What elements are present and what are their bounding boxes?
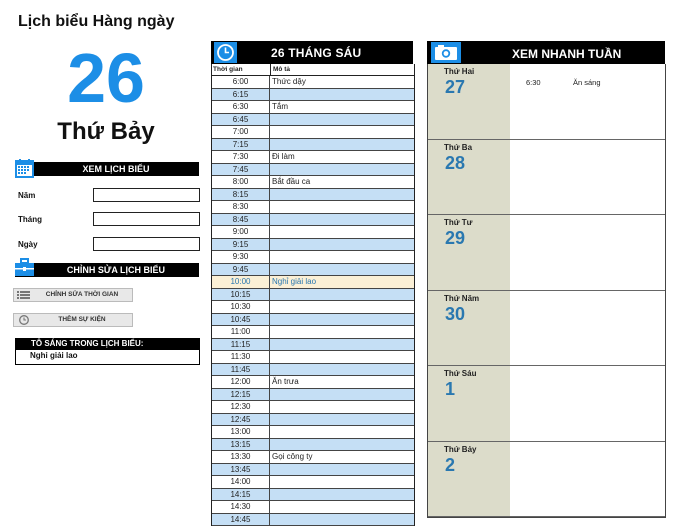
schedule-description[interactable] bbox=[270, 489, 414, 501]
schedule-description[interactable] bbox=[270, 189, 414, 201]
schedule-row[interactable] bbox=[212, 364, 414, 377]
schedule-row[interactable] bbox=[212, 451, 414, 464]
schedule-row[interactable] bbox=[212, 489, 414, 502]
edit-time-button[interactable] bbox=[13, 288, 133, 302]
schedule-description[interactable] bbox=[270, 326, 414, 338]
schedule-row[interactable] bbox=[212, 164, 414, 177]
schedule-row[interactable] bbox=[212, 214, 414, 227]
schedule-row[interactable] bbox=[212, 439, 414, 452]
schedule-time: 14:30 bbox=[212, 501, 270, 513]
schedule-time: 7:15 bbox=[212, 139, 270, 151]
week-day-label-cell bbox=[428, 291, 510, 366]
schedule-row[interactable] bbox=[212, 139, 414, 152]
schedule-time: 10:15 bbox=[212, 289, 270, 301]
week-event-time: 6:30 bbox=[526, 78, 573, 87]
schedule-header bbox=[211, 41, 413, 64]
schedule-time: 12:30 bbox=[212, 401, 270, 413]
view-schedule-title: XEM LỊCH BIỂU bbox=[82, 164, 149, 174]
schedule-row[interactable] bbox=[212, 151, 414, 164]
schedule-row[interactable] bbox=[212, 176, 414, 189]
schedule-description[interactable] bbox=[270, 439, 414, 451]
schedule-row[interactable] bbox=[212, 314, 414, 327]
clock-icon bbox=[214, 42, 237, 63]
schedule-description[interactable]: Bắt đầu ca bbox=[270, 176, 414, 188]
schedule-description[interactable] bbox=[270, 351, 414, 363]
day-label: Ngày bbox=[18, 240, 38, 249]
schedule-time: 9:15 bbox=[212, 239, 270, 251]
schedule-description[interactable] bbox=[270, 364, 414, 376]
schedule-time: 11:15 bbox=[212, 339, 270, 351]
schedule-row[interactable] bbox=[212, 389, 414, 402]
schedule-description[interactable] bbox=[270, 214, 414, 226]
schedule-description[interactable] bbox=[270, 401, 414, 413]
schedule-time: 10:45 bbox=[212, 314, 270, 326]
week-header bbox=[427, 41, 665, 64]
week-day-label-cell bbox=[428, 215, 510, 290]
calendar-icon bbox=[15, 159, 34, 178]
camera-icon bbox=[431, 42, 461, 63]
page-title: Lịch biểu Hàng ngày bbox=[18, 13, 174, 31]
week-day-label-cell bbox=[428, 366, 510, 441]
schedule-row[interactable] bbox=[212, 289, 414, 302]
year-field[interactable] bbox=[93, 188, 200, 202]
schedule-description[interactable]: Tắm bbox=[270, 101, 414, 113]
schedule-description[interactable] bbox=[270, 201, 414, 213]
schedule-description[interactable] bbox=[270, 251, 414, 263]
schedule-time: 12:45 bbox=[212, 414, 270, 426]
schedule-time: 14:45 bbox=[212, 514, 270, 526]
schedule-row[interactable] bbox=[212, 501, 414, 514]
week-event-description: Ăn sáng bbox=[573, 78, 601, 87]
schedule-time: 10:30 bbox=[212, 301, 270, 313]
edit-schedule-title: CHỈNH SỬA LỊCH BIỂU bbox=[67, 265, 165, 275]
schedule-description[interactable]: Ăn trưa bbox=[270, 376, 414, 388]
highlight-header bbox=[15, 338, 199, 350]
toolbox-icon bbox=[15, 258, 34, 277]
week-day-name: Thứ Tư bbox=[444, 218, 472, 227]
schedule-time: 13:45 bbox=[212, 464, 270, 476]
schedule-description[interactable] bbox=[270, 389, 414, 401]
time-column-header: Thời gian bbox=[212, 64, 271, 75]
schedule-date-title: 26 THÁNG SÁU bbox=[271, 46, 361, 60]
week-day-row[interactable] bbox=[428, 291, 665, 367]
view-schedule-header bbox=[15, 162, 199, 176]
clock-small-icon bbox=[17, 315, 31, 325]
week-day-row[interactable] bbox=[428, 442, 665, 518]
week-day-date: 30 bbox=[445, 304, 465, 325]
schedule-description[interactable] bbox=[270, 239, 414, 251]
schedule-row[interactable] bbox=[212, 376, 414, 389]
week-day-label-cell bbox=[428, 140, 510, 215]
schedule-row[interactable] bbox=[212, 301, 414, 314]
schedule-description[interactable] bbox=[270, 139, 414, 151]
schedule-row[interactable] bbox=[212, 101, 414, 114]
schedule-description[interactable] bbox=[270, 126, 414, 138]
week-day-name: Thứ Hai bbox=[444, 67, 474, 76]
schedule-description[interactable] bbox=[270, 339, 414, 351]
schedule-description[interactable] bbox=[270, 289, 414, 301]
schedule-row[interactable] bbox=[212, 251, 414, 264]
schedule-description[interactable] bbox=[270, 501, 414, 513]
week-day-row[interactable] bbox=[428, 64, 665, 140]
schedule-description[interactable] bbox=[270, 414, 414, 426]
week-day-date: 2 bbox=[445, 455, 455, 476]
schedule-row[interactable] bbox=[212, 114, 414, 127]
schedule-time: 8:45 bbox=[212, 214, 270, 226]
schedule-row[interactable] bbox=[212, 326, 414, 339]
schedule-row[interactable] bbox=[212, 76, 414, 89]
schedule-time: 13:00 bbox=[212, 426, 270, 438]
schedule-column-header bbox=[212, 64, 414, 76]
week-day-date: 28 bbox=[445, 153, 465, 174]
highlight-value[interactable]: Nghỉ giải lao bbox=[30, 351, 78, 360]
highlight-title: TÔ SÁNG TRONG LỊCH BIỂU: bbox=[31, 339, 143, 348]
schedule-time: 13:30 bbox=[212, 451, 270, 463]
schedule-description[interactable] bbox=[270, 114, 414, 126]
schedule-row[interactable] bbox=[212, 126, 414, 139]
schedule-time: 7:00 bbox=[212, 126, 270, 138]
schedule-time: 9:00 bbox=[212, 226, 270, 238]
schedule-time: 13:15 bbox=[212, 439, 270, 451]
week-day-name: Thứ Năm bbox=[444, 294, 479, 303]
schedule-row[interactable] bbox=[212, 476, 414, 489]
week-event[interactable] bbox=[526, 78, 601, 87]
week-day-name: Thứ Ba bbox=[444, 143, 472, 152]
week-day-name: Thứ Bảy bbox=[444, 445, 476, 454]
week-day-name: Thứ Sáu bbox=[444, 369, 476, 378]
day-field[interactable] bbox=[93, 237, 200, 251]
schedule-time: 14:15 bbox=[212, 489, 270, 501]
schedule-time: 6:15 bbox=[212, 89, 270, 101]
schedule-time: 14:00 bbox=[212, 476, 270, 488]
schedule-row[interactable] bbox=[212, 189, 414, 202]
schedule-description[interactable] bbox=[270, 164, 414, 176]
schedule-row[interactable] bbox=[212, 239, 414, 252]
schedule-time: 6:00 bbox=[212, 76, 270, 88]
schedule-row[interactable] bbox=[212, 464, 414, 477]
schedule-time: 6:45 bbox=[212, 114, 270, 126]
schedule-row[interactable] bbox=[212, 414, 414, 427]
schedule-row[interactable] bbox=[212, 89, 414, 102]
schedule-row[interactable] bbox=[212, 201, 414, 214]
schedule-description[interactable] bbox=[270, 264, 414, 276]
schedule-description[interactable] bbox=[270, 514, 414, 526]
schedule-row[interactable] bbox=[212, 351, 414, 364]
schedule-description[interactable] bbox=[270, 314, 414, 326]
add-event-button[interactable] bbox=[13, 313, 133, 327]
edit-time-label: CHỈNH SỬA THỜI GIAN bbox=[34, 289, 130, 301]
week-day-row[interactable] bbox=[428, 140, 665, 216]
schedule-time: 11:00 bbox=[212, 326, 270, 338]
schedule-time: 10:00 bbox=[212, 276, 270, 288]
schedule-row[interactable] bbox=[212, 426, 414, 439]
schedule-description[interactable]: Đi làm bbox=[270, 151, 414, 163]
schedule-description[interactable] bbox=[270, 226, 414, 238]
month-field[interactable] bbox=[93, 212, 200, 226]
year-label: Năm bbox=[18, 191, 35, 200]
schedule-time: 7:30 bbox=[212, 151, 270, 163]
week-day-date: 29 bbox=[445, 228, 465, 249]
week-day-date: 1 bbox=[445, 379, 455, 400]
schedule-row[interactable] bbox=[212, 276, 414, 289]
schedule-row[interactable] bbox=[212, 264, 414, 277]
schedule-time: 8:00 bbox=[212, 176, 270, 188]
edit-schedule-header bbox=[15, 263, 199, 277]
schedule-row[interactable] bbox=[212, 226, 414, 239]
month-label: Tháng bbox=[18, 215, 42, 224]
week-day-date: 27 bbox=[445, 77, 465, 98]
schedule-time: 8:30 bbox=[212, 201, 270, 213]
week-day-row[interactable] bbox=[428, 366, 665, 442]
schedule-time: 11:45 bbox=[212, 364, 270, 376]
schedule-time: 12:00 bbox=[212, 376, 270, 388]
schedule-description[interactable]: Nghỉ giải lao bbox=[270, 276, 414, 288]
schedule-description[interactable] bbox=[270, 89, 414, 101]
schedule-description[interactable]: Thức dậy bbox=[270, 76, 414, 88]
add-event-label: THÊM SỰ KIỆN bbox=[34, 314, 130, 326]
schedule-time: 8:15 bbox=[212, 189, 270, 201]
schedule-table bbox=[211, 64, 415, 526]
schedule-time: 6:30 bbox=[212, 101, 270, 113]
schedule-time: 9:30 bbox=[212, 251, 270, 263]
schedule-time: 9:45 bbox=[212, 264, 270, 276]
schedule-time: 12:15 bbox=[212, 389, 270, 401]
current-day-number: 26 bbox=[0, 38, 212, 118]
schedule-time: 7:45 bbox=[212, 164, 270, 176]
schedule-row[interactable] bbox=[212, 339, 414, 352]
list-icon bbox=[17, 290, 31, 300]
week-title: XEM NHANH TUẦN bbox=[512, 47, 621, 61]
week-day-label-cell bbox=[428, 442, 510, 517]
schedule-description[interactable] bbox=[270, 426, 414, 438]
week-day-row[interactable] bbox=[428, 215, 665, 291]
description-column-header: Mô tả bbox=[271, 64, 290, 75]
schedule-description[interactable] bbox=[270, 476, 414, 488]
week-view bbox=[427, 64, 666, 518]
schedule-row[interactable] bbox=[212, 401, 414, 414]
schedule-time: 11:30 bbox=[212, 351, 270, 363]
schedule-description[interactable]: Gọi công ty bbox=[270, 451, 414, 463]
week-day-label-cell bbox=[428, 64, 510, 139]
current-weekday: Thứ Bảy bbox=[0, 118, 212, 146]
schedule-description[interactable] bbox=[270, 464, 414, 476]
schedule-description[interactable] bbox=[270, 301, 414, 313]
